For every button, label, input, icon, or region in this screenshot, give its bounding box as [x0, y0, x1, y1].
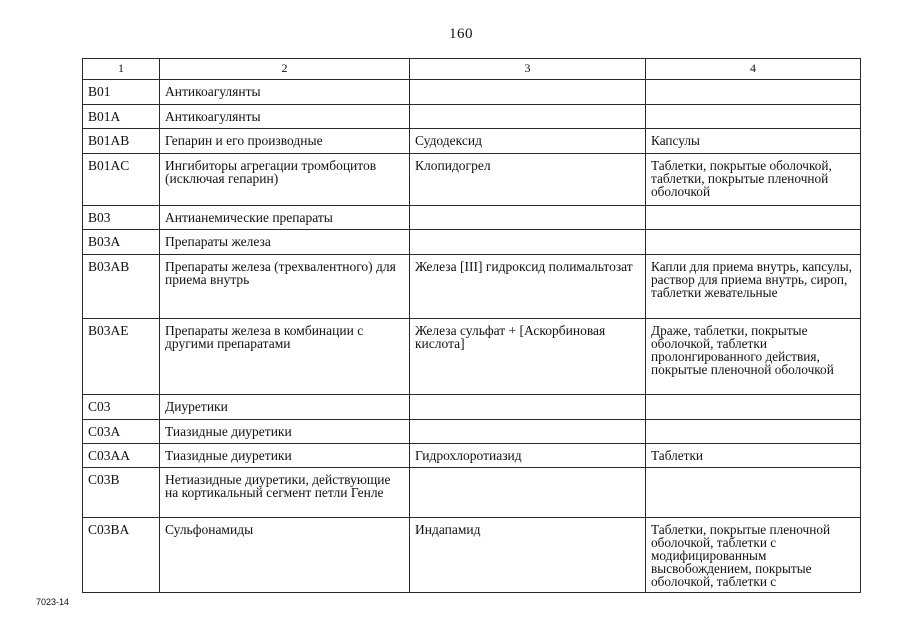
dosage-form-cell: Капли для приема внутрь, капсулы, раствор для приема внутрь, сироп, таблетки жевательные [646, 255, 861, 319]
atc-code-cell: B03AE [83, 319, 160, 395]
dosage-form-cell [646, 206, 861, 230]
footer-document-code: 7023-14 [36, 597, 70, 607]
column-number-1: 1 [83, 59, 160, 80]
drug-name-cell [410, 105, 646, 129]
group-name-cell: Диуретики [160, 395, 410, 420]
table-row [83, 105, 861, 129]
group-name-cell: Сульфонамиды [160, 518, 410, 593]
dosage-form-cell: Таблетки, покрытые пленочной оболочкой, таблетки с модифицированным высвобождением, покрытые оболочкой, таблетки с [646, 518, 861, 593]
group-name-cell: Антианемические препараты [160, 206, 410, 230]
drug-name-cell [410, 206, 646, 230]
table-row [83, 80, 861, 105]
table-row [83, 444, 861, 468]
group-name-cell: Препараты железа (трехвалентного) для приема внутрь [160, 255, 410, 319]
atc-code-cell: C03BA [83, 518, 160, 593]
drug-table [82, 58, 861, 593]
atc-code-cell: C03B [83, 468, 160, 518]
drug-name-cell: Гидрохлоротиазид [410, 444, 646, 468]
drug-name-cell [410, 468, 646, 518]
dosage-form-cell [646, 395, 861, 420]
drug-name-cell: Судодексид [410, 129, 646, 154]
dosage-form-cell [646, 468, 861, 518]
dosage-form-cell: Таблетки, покрытые оболочкой, таблетки, покрытые пленочной оболочкой [646, 154, 861, 206]
group-name-cell: Тиазидные диуретики [160, 420, 410, 444]
atc-code-cell: B03A [83, 230, 160, 255]
drug-name-cell: Железа [III] гидроксид полимальтозат [410, 255, 646, 319]
column-number-3: 3 [410, 59, 646, 80]
dosage-form-cell: Драже, таблетки, покрытые оболочкой, таблетки пролонгированного действия, покрытые пленочной оболочкой [646, 319, 861, 395]
table-row [83, 468, 861, 518]
dosage-form-cell [646, 105, 861, 129]
drug-name-cell: Клопидогрел [410, 154, 646, 206]
dosage-form-cell: Таблетки [646, 444, 861, 468]
table-row [83, 319, 861, 395]
drug-name-cell: Железа сульфат + [Аскорбиновая кислота] [410, 319, 646, 395]
table-row [83, 129, 861, 154]
atc-code-cell: B01AB [83, 129, 160, 154]
drug-name-cell [410, 230, 646, 255]
atc-code-cell: B03 [83, 206, 160, 230]
table-header-row [83, 59, 861, 80]
group-name-cell: Гепарин и его производные [160, 129, 410, 154]
atc-code-cell: C03A [83, 420, 160, 444]
atc-code-cell: B01A [83, 105, 160, 129]
atc-code-cell: C03 [83, 395, 160, 420]
dosage-form-cell [646, 80, 861, 105]
drug-name-cell [410, 420, 646, 444]
atc-code-cell: B01 [83, 80, 160, 105]
dosage-form-cell [646, 420, 861, 444]
table-row [83, 420, 861, 444]
dosage-form-cell [646, 230, 861, 255]
table-row [83, 154, 861, 206]
group-name-cell: Препараты железа в комбинации с другими препаратами [160, 319, 410, 395]
drug-name-cell [410, 80, 646, 105]
column-number-4: 4 [646, 59, 861, 80]
column-number-2: 2 [160, 59, 410, 80]
atc-code-cell: C03AA [83, 444, 160, 468]
table-row [83, 518, 861, 593]
drug-name-cell [410, 395, 646, 420]
group-name-cell: Препараты железа [160, 230, 410, 255]
group-name-cell: Ингибиторы агрегации тромбоцитов (исключая гепарин) [160, 154, 410, 206]
atc-code-cell: B03AB [83, 255, 160, 319]
page-number: 160 [449, 26, 473, 42]
atc-code-cell: B01AC [83, 154, 160, 206]
drug-name-cell: Индапамид [410, 518, 646, 593]
group-name-cell: Тиазидные диуретики [160, 444, 410, 468]
group-name-cell: Антикоагулянты [160, 105, 410, 129]
table-row [83, 255, 861, 319]
table-row [83, 206, 861, 230]
table-row [83, 395, 861, 420]
group-name-cell: Нетиазидные диуретики, действующие на кортикальный сегмент петли Генле [160, 468, 410, 518]
table-row [83, 230, 861, 255]
group-name-cell: Антикоагулянты [160, 80, 410, 105]
dosage-form-cell: Капсулы [646, 129, 861, 154]
